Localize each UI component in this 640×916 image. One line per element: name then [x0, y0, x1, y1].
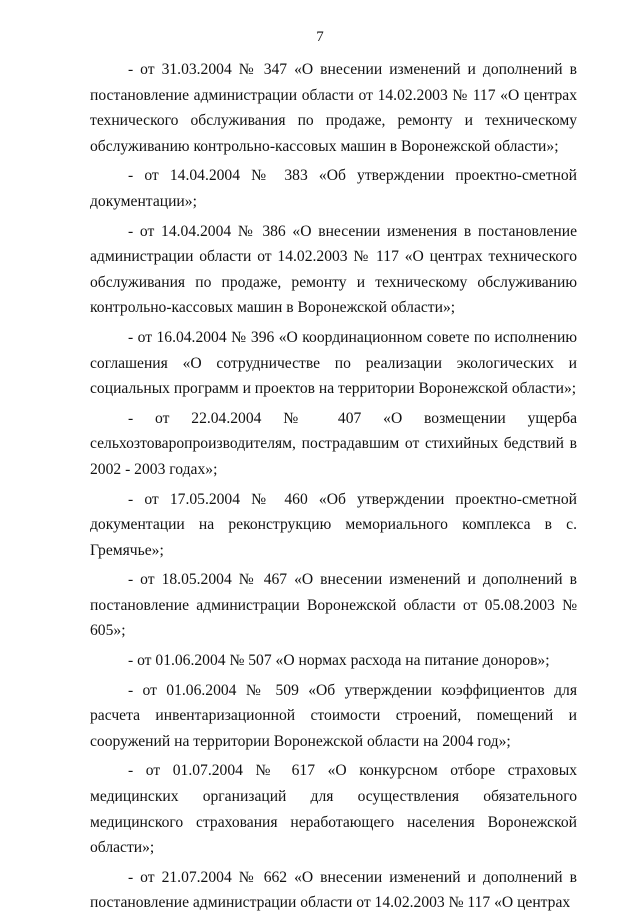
list-item: - от 01.07.2004 № 617 «О конкурсном отборе страховых медицинских организаций для осуществления обязательного медицинского страхования неработающего населения Воронежской области»;	[90, 762, 577, 857]
list-item: - от 01.06.2004 № 509 «Об утверждении коэффициентов для расчета инвентаризационной стоимости строений, помещений и сооружений на территории Воронежской области на 2004 год»;	[90, 681, 577, 750]
list-item: - от 01.06.2004 № 507 «О нормах расхода на питание доноров»;	[128, 652, 550, 670]
list-item: - от 22.04.2004 № 407 «О возмещении ущерба сельхозтоваропроизводителям, пострадавшим от стихийных бедствий в 2002 - 2003 годах»;	[90, 409, 577, 478]
list-item: - от 21.07.2004 № 662 «О внесении изменений и дополнений в постановление администрации области от 14.02.2003 № 117 «О центрах	[90, 868, 577, 912]
page-number: 7	[316, 29, 324, 45]
list-item: - от 17.05.2004 № 460 «Об утверждении проектно-сметной документации на реконструкцию мемориального комплекса в с. Гремячье»;	[90, 490, 577, 559]
list-item: - от 18.05.2004 № 467 «О внесении изменений и дополнений в постановление администрации Воронежской области от 05.08.2003 № 605»;	[90, 571, 577, 640]
decree-list	[90, 57, 577, 916]
list-item: - от 14.04.2004 № 383 «Об утверждении проектно-сметной документации»;	[90, 167, 577, 210]
list-item: - от 16.04.2004 № 396 «О координационном совете по исполнению соглашения «О сотрудничестве по реализации экологических и социальных программ и проектов на территории Воронежской области»;	[90, 328, 577, 398]
list-item: - от 31.03.2004 № 347 «О внесении изменений и дополнений в постановление администрации области от 14.02.2003 № 117 «О центрах технического обслуживания по продаже, ремонту и техническому обслуживанию контрольно-кассовых машин в Воронежской области»;	[90, 61, 577, 155]
list-item: - от 14.04.2004 № 386 «О внесении изменения в постановление администрации области от 14.02.2003 № 117 «О центрах технического обслуживания по продаже, ремонту и техническому обслуживанию контрольно-кассовых машин в Воронежской области»;	[90, 222, 577, 317]
